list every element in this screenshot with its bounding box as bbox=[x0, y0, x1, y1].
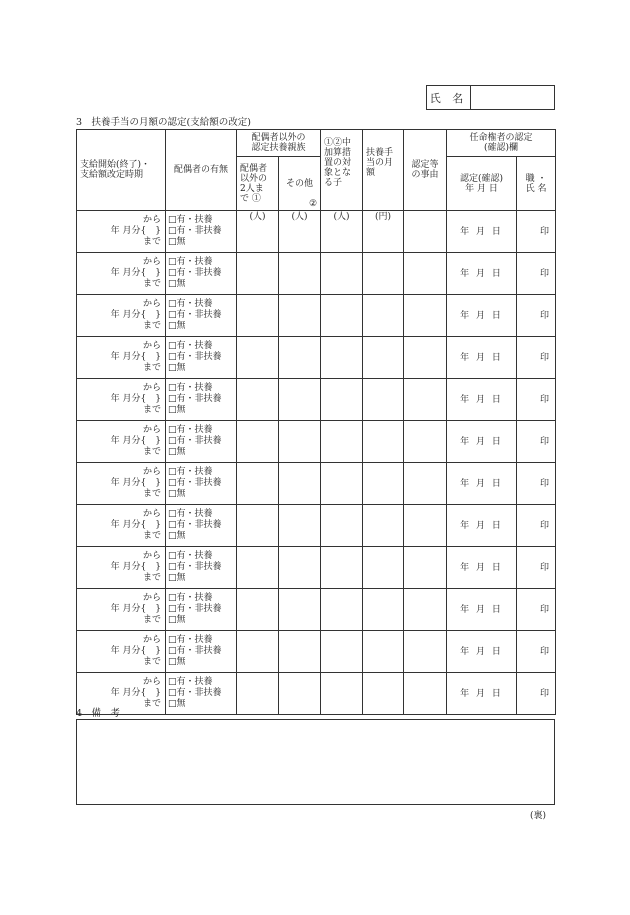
approval-date-cell[interactable]: 年 月 日 bbox=[447, 379, 517, 421]
header-relatives-col2: その他 ② bbox=[279, 157, 321, 211]
surcharge-cell[interactable] bbox=[321, 295, 363, 337]
circle-2-mark: ② bbox=[308, 199, 318, 209]
relatives-col2-cell[interactable]: (人) bbox=[279, 211, 321, 253]
option-non-support: □有・非扶養 bbox=[168, 646, 222, 657]
table-row bbox=[77, 505, 556, 547]
option-support: □有・扶養 bbox=[168, 509, 213, 520]
option-none: □無 bbox=[168, 614, 186, 625]
section3-title: 3 扶養手当の月額の認定(支給額の改定) bbox=[76, 117, 251, 128]
header-relatives-col1: 配偶者 以外の 2人ま で ① bbox=[237, 157, 279, 211]
header-relatives-group: 配偶者以外の 認定扶養親族 bbox=[237, 130, 321, 157]
relatives-col1-cell[interactable] bbox=[237, 379, 279, 421]
table-row bbox=[77, 337, 556, 379]
relatives-col1-cell[interactable]: (人) bbox=[237, 211, 279, 253]
period-cell[interactable]: から 年 月分{ } まで bbox=[77, 547, 166, 589]
surcharge-cell[interactable] bbox=[321, 505, 363, 547]
seal-cell[interactable]: 印 bbox=[517, 463, 556, 505]
approval-date-cell[interactable]: 年 月 日 bbox=[447, 547, 517, 589]
amount-cell[interactable] bbox=[363, 505, 404, 547]
period-cell[interactable]: から 年 月分{ } まで bbox=[77, 463, 166, 505]
surcharge-cell[interactable] bbox=[321, 337, 363, 379]
relatives-col2-cell[interactable] bbox=[279, 337, 321, 379]
relatives-col1-cell[interactable] bbox=[237, 463, 279, 505]
option-support: □有・扶養 bbox=[168, 593, 213, 604]
relatives-col1-cell[interactable] bbox=[237, 631, 279, 673]
option-non-support: □有・非扶養 bbox=[168, 226, 222, 237]
surcharge-cell[interactable] bbox=[321, 547, 363, 589]
option-non-support: □有・非扶養 bbox=[168, 310, 222, 321]
remarks-box[interactable] bbox=[76, 719, 555, 805]
spouse-options[interactable] bbox=[166, 211, 237, 253]
surcharge-cell[interactable] bbox=[321, 463, 363, 505]
reason-cell[interactable] bbox=[404, 463, 447, 505]
relatives-col2-cell[interactable] bbox=[279, 589, 321, 631]
approval-date-cell[interactable]: 年 月 日 bbox=[447, 253, 517, 295]
option-none: □無 bbox=[168, 488, 186, 499]
relatives-col2-cell[interactable] bbox=[279, 295, 321, 337]
amount-cell[interactable] bbox=[363, 295, 404, 337]
table-row bbox=[77, 421, 556, 463]
seal-cell[interactable]: 印 bbox=[517, 673, 556, 715]
reason-cell[interactable] bbox=[404, 589, 447, 631]
relatives-col2-cell[interactable] bbox=[279, 505, 321, 547]
option-none: □無 bbox=[168, 572, 186, 583]
option-support: □有・扶養 bbox=[168, 551, 213, 562]
approval-date-cell[interactable]: 年 月 日 bbox=[447, 505, 517, 547]
option-support: □有・扶養 bbox=[168, 425, 213, 436]
reason-cell[interactable] bbox=[404, 421, 447, 463]
seal-cell[interactable]: 印 bbox=[517, 253, 556, 295]
table-row bbox=[77, 211, 556, 253]
surcharge-cell[interactable] bbox=[321, 421, 363, 463]
approval-date-cell[interactable]: 年 月 日 bbox=[447, 337, 517, 379]
seal-cell[interactable]: 印 bbox=[517, 295, 556, 337]
relatives-col2-cell[interactable] bbox=[279, 421, 321, 463]
period-cell[interactable]: から 年 月分{ } まで bbox=[77, 211, 166, 253]
allowance-table bbox=[76, 129, 556, 715]
approval-date-cell[interactable]: 年 月 日 bbox=[447, 421, 517, 463]
period-cell[interactable]: から 年 月分{ } まで bbox=[77, 337, 166, 379]
amount-cell[interactable] bbox=[363, 463, 404, 505]
reason-cell[interactable] bbox=[404, 631, 447, 673]
reason-cell[interactable] bbox=[404, 211, 447, 253]
reason-cell[interactable] bbox=[404, 337, 447, 379]
relatives-col2-cell[interactable] bbox=[279, 463, 321, 505]
approval-date-cell[interactable]: 年 月 日 bbox=[447, 673, 517, 715]
spouse-options[interactable] bbox=[166, 589, 237, 631]
relatives-col1-cell[interactable] bbox=[237, 421, 279, 463]
option-support: □有・扶養 bbox=[168, 383, 213, 394]
amount-cell[interactable] bbox=[363, 337, 404, 379]
approval-date-cell[interactable]: 年 月 日 bbox=[447, 589, 517, 631]
spouse-options[interactable] bbox=[166, 631, 237, 673]
name-box bbox=[426, 85, 555, 110]
amount-cell[interactable] bbox=[363, 547, 404, 589]
seal-cell[interactable]: 印 bbox=[517, 211, 556, 253]
relatives-col1-cell[interactable] bbox=[237, 253, 279, 295]
spouse-options[interactable] bbox=[166, 463, 237, 505]
approval-date-cell[interactable]: 年 月 日 bbox=[447, 631, 517, 673]
header-spouse: 配偶者の有無 bbox=[166, 130, 237, 211]
option-none: □無 bbox=[168, 236, 186, 247]
option-none: □無 bbox=[168, 656, 186, 667]
reason-cell[interactable] bbox=[404, 379, 447, 421]
reason-cell[interactable] bbox=[404, 673, 447, 715]
relatives-col1-cell[interactable] bbox=[237, 295, 279, 337]
option-support: □有・扶養 bbox=[168, 635, 213, 646]
header-title-name: 職 ・ 氏 名 bbox=[517, 157, 556, 211]
approval-date-cell[interactable]: 年 月 日 bbox=[447, 295, 517, 337]
header-period: 支給開始(終了)・ 支給額改定時期 bbox=[77, 130, 166, 211]
surcharge-cell[interactable] bbox=[321, 379, 363, 421]
option-none: □無 bbox=[168, 404, 186, 415]
reason-cell[interactable] bbox=[404, 253, 447, 295]
spouse-options[interactable] bbox=[166, 505, 237, 547]
amount-cell[interactable]: (円) bbox=[363, 211, 404, 253]
header-surcharge: ①②中 加算措 置の対 象とな る子 bbox=[321, 130, 363, 211]
spouse-options[interactable] bbox=[166, 379, 237, 421]
amount-cell[interactable] bbox=[363, 631, 404, 673]
period-cell[interactable]: から 年 月分{ } まで bbox=[77, 505, 166, 547]
seal-cell[interactable]: 印 bbox=[517, 421, 556, 463]
relatives-col2-cell[interactable] bbox=[279, 673, 321, 715]
period-cell[interactable]: から 年 月分{ } まで bbox=[77, 589, 166, 631]
relatives-col2-cell[interactable] bbox=[279, 547, 321, 589]
option-non-support: □有・非扶養 bbox=[168, 478, 222, 489]
spouse-options[interactable] bbox=[166, 295, 237, 337]
table-row bbox=[77, 379, 556, 421]
period-cell[interactable]: から 年 月分{ } まで bbox=[77, 253, 166, 295]
seal-cell[interactable]: 印 bbox=[517, 379, 556, 421]
seal-cell[interactable]: 印 bbox=[517, 505, 556, 547]
option-non-support: □有・非扶養 bbox=[168, 688, 222, 699]
option-none: □無 bbox=[168, 278, 186, 289]
relatives-col1-cell[interactable] bbox=[237, 673, 279, 715]
table-row bbox=[77, 631, 556, 673]
amount-cell[interactable] bbox=[363, 379, 404, 421]
amount-cell[interactable] bbox=[363, 253, 404, 295]
period-cell[interactable]: から 年 月分{ } まで bbox=[77, 295, 166, 337]
option-non-support: □有・非扶養 bbox=[168, 520, 222, 531]
reason-cell[interactable] bbox=[404, 505, 447, 547]
relatives-col1-cell[interactable] bbox=[237, 337, 279, 379]
table-row bbox=[77, 673, 556, 715]
header-approver-group: 任命権者の認定 (確認)欄 bbox=[447, 130, 556, 157]
relatives-col2-cell[interactable] bbox=[279, 379, 321, 421]
option-non-support: □有・非扶養 bbox=[168, 394, 222, 405]
relatives-col1-cell[interactable] bbox=[237, 589, 279, 631]
option-non-support: □有・非扶養 bbox=[168, 436, 222, 447]
name-label: 氏 名 bbox=[427, 86, 471, 109]
header-approval-date: 認定(確認) 年 月 日 bbox=[447, 157, 517, 211]
relatives-col2-cell[interactable] bbox=[279, 631, 321, 673]
period-cell[interactable]: から 年 月分{ } まで bbox=[77, 421, 166, 463]
table-row bbox=[77, 295, 556, 337]
option-none: □無 bbox=[168, 698, 186, 709]
table-row bbox=[77, 589, 556, 631]
surcharge-cell[interactable] bbox=[321, 589, 363, 631]
header-reason: 認定等 の事由 bbox=[404, 130, 447, 211]
surcharge-cell[interactable] bbox=[321, 253, 363, 295]
section4-title: 4 備 考 bbox=[76, 708, 121, 719]
period-cell[interactable]: から 年 月分{ } まで bbox=[77, 379, 166, 421]
option-support: □有・扶養 bbox=[168, 257, 213, 268]
surcharge-cell[interactable]: (人) bbox=[321, 211, 363, 253]
surcharge-cell[interactable] bbox=[321, 631, 363, 673]
option-non-support: □有・非扶養 bbox=[168, 268, 222, 279]
option-non-support: □有・非扶養 bbox=[168, 604, 222, 615]
approval-date-cell[interactable]: 年 月 日 bbox=[447, 211, 517, 253]
option-support: □有・扶養 bbox=[168, 677, 213, 688]
option-none: □無 bbox=[168, 446, 186, 457]
reason-cell[interactable] bbox=[404, 547, 447, 589]
table-body bbox=[77, 211, 556, 715]
reason-cell[interactable] bbox=[404, 295, 447, 337]
option-none: □無 bbox=[168, 320, 186, 331]
option-support: □有・扶養 bbox=[168, 341, 213, 352]
option-support: □有・扶養 bbox=[168, 299, 213, 310]
option-support: □有・扶養 bbox=[168, 215, 213, 226]
spouse-options[interactable] bbox=[166, 673, 237, 715]
surcharge-cell[interactable] bbox=[321, 673, 363, 715]
table-row bbox=[77, 253, 556, 295]
option-non-support: □有・非扶養 bbox=[168, 352, 222, 363]
approval-date-cell[interactable]: 年 月 日 bbox=[447, 463, 517, 505]
option-none: □無 bbox=[168, 362, 186, 373]
seal-cell[interactable]: 印 bbox=[517, 547, 556, 589]
page-footer: (裏) bbox=[530, 811, 547, 821]
name-field[interactable] bbox=[471, 86, 554, 109]
relatives-col2-cell[interactable] bbox=[279, 253, 321, 295]
table-row bbox=[77, 547, 556, 589]
period-cell[interactable]: から 年 月分{ } まで bbox=[77, 631, 166, 673]
table-row bbox=[77, 463, 556, 505]
relatives-col1-cell[interactable] bbox=[237, 547, 279, 589]
period-cell[interactable]: から 年 月分{ } まで bbox=[77, 673, 166, 715]
seal-cell[interactable]: 印 bbox=[517, 631, 556, 673]
amount-cell[interactable] bbox=[363, 589, 404, 631]
amount-cell[interactable] bbox=[363, 421, 404, 463]
amount-cell[interactable] bbox=[363, 673, 404, 715]
option-non-support: □有・非扶養 bbox=[168, 562, 222, 573]
option-support: □有・扶養 bbox=[168, 467, 213, 478]
header-amount: 扶養手 当の月 額 bbox=[363, 130, 404, 211]
option-none: □無 bbox=[168, 530, 186, 541]
relatives-col1-cell[interactable] bbox=[237, 505, 279, 547]
spouse-options[interactable] bbox=[166, 337, 237, 379]
spouse-options[interactable] bbox=[166, 253, 237, 295]
spouse-options[interactable] bbox=[166, 421, 237, 463]
seal-cell[interactable]: 印 bbox=[517, 337, 556, 379]
spouse-options[interactable] bbox=[166, 547, 237, 589]
seal-cell[interactable]: 印 bbox=[517, 589, 556, 631]
